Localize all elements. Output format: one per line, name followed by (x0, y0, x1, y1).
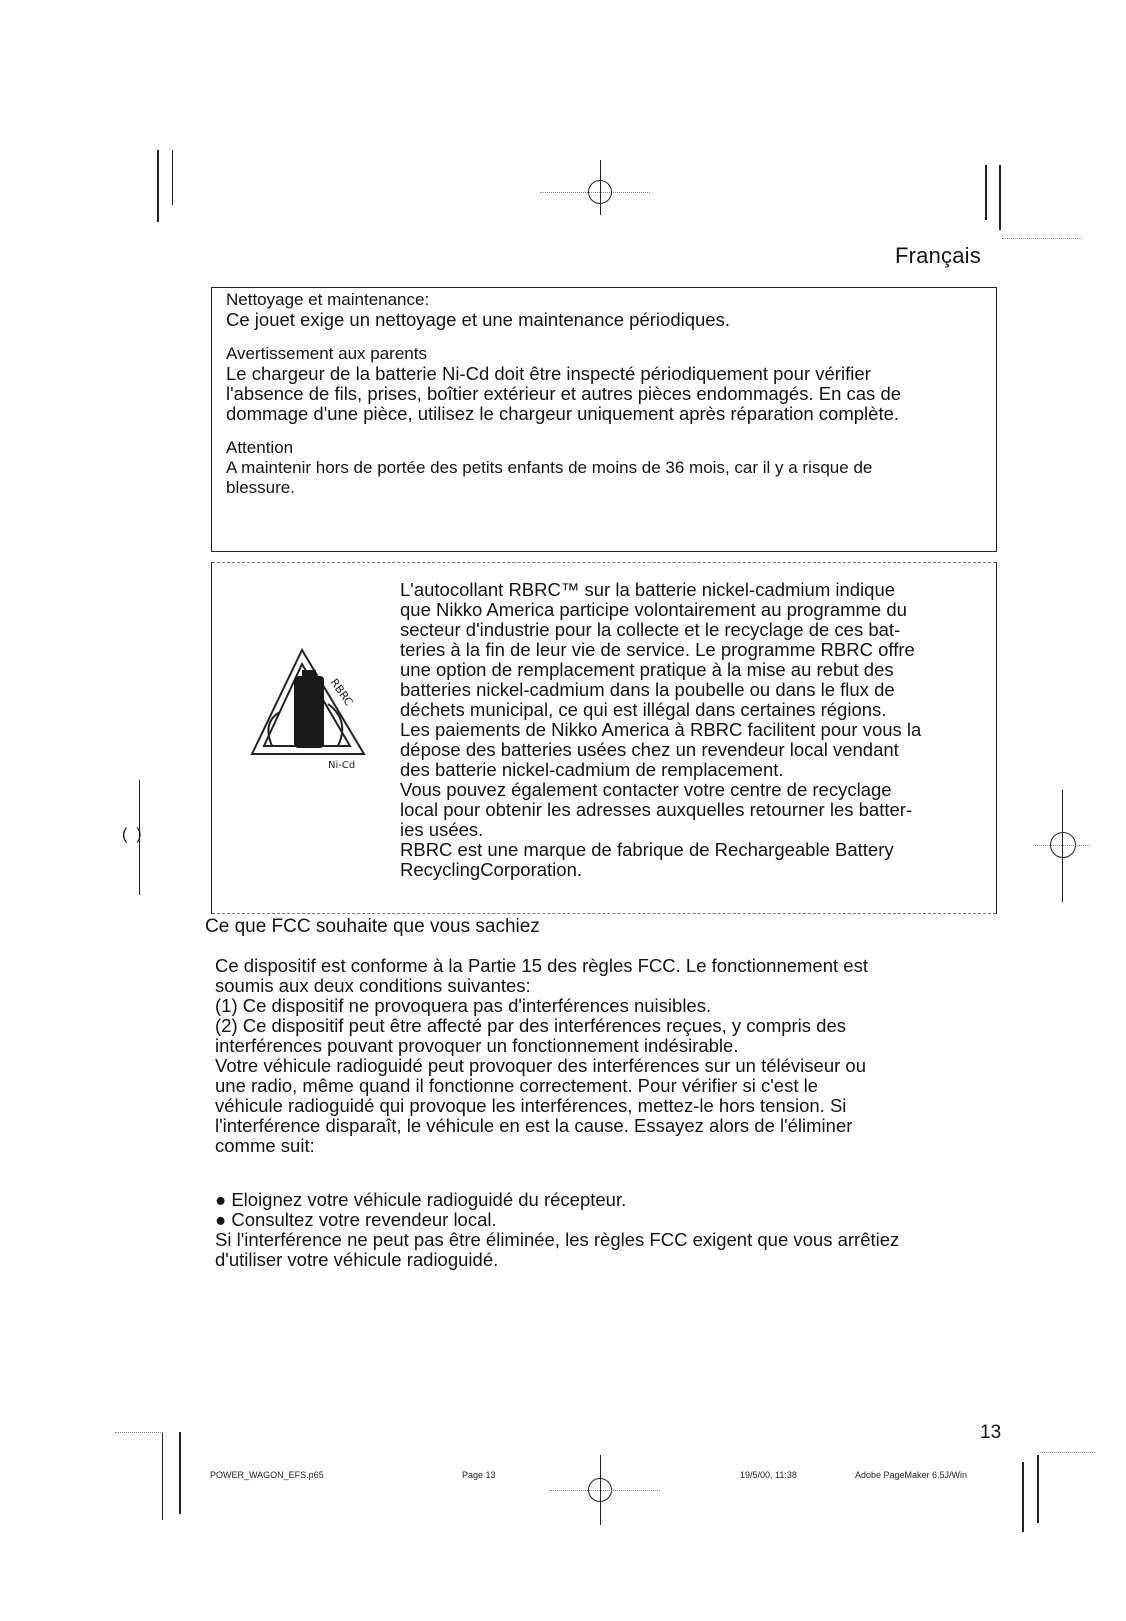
logo-chem-text: Ni-Cd (328, 760, 356, 771)
maintenance-title: Nettoyage et maintenance: (226, 290, 430, 309)
fcc-closing-line: d'utiliser votre véhicule radioguidé. (215, 1249, 499, 1270)
rbrc-line: RecyclingCorporation. (400, 859, 583, 880)
footer-page: Page 13 (462, 1470, 496, 1480)
rbrc-line: L'autocollant RBRC™ sur la batterie nickel-cadmium indique (400, 579, 896, 600)
rbrc-line: secteur d'industrie pour la collecte et le recyclage de ces bat- (400, 619, 901, 640)
rbrc-paragraph (400, 580, 980, 880)
footer-app: Adobe PageMaker 6.5J/Win (855, 1470, 968, 1480)
rbrc-line: teries à la fin de leur vie de service. Le programme RBRC offre (400, 639, 915, 660)
rbrc-box (211, 562, 997, 914)
maintenance-text: Ce jouet exige un nettoyage et une maintenance périodiques. (226, 309, 730, 330)
fcc-bullets (215, 1190, 1005, 1270)
fcc-closing-line: Si l'interférence ne peut pas être éliminée, les règles FCC exigent que vous arrêtiez (215, 1229, 900, 1250)
fcc-line: (2) Ce dispositif peut être affecté par des interférences reçues, y compris des (215, 1015, 847, 1036)
rbrc-line: des batterie nickel-cadmium de remplacement. (400, 759, 784, 780)
fcc-line: l'interférence disparaît, le véhicule en est la cause. Essayez alors de l'éliminer (215, 1115, 853, 1136)
fcc-line: (1) Ce dispositif ne provoquera pas d'interférences nuisibles. (215, 995, 712, 1016)
language-heading: Français (895, 243, 981, 268)
rbrc-line: déchets municipal, ce qui est illégal dans certaines régions. (400, 699, 887, 720)
parents-warning-line: Le chargeur de la batterie Ni-Cd doit être inspecté périodiquement pour vérifier (226, 363, 871, 384)
fcc-line: Votre véhicule radioguidé peut provoquer des interférences sur un téléviseur ou (215, 1055, 866, 1076)
rbrc-line: Vous pouvez également contacter votre centre de recyclage (400, 779, 892, 800)
bullet-item (215, 1210, 1005, 1230)
rbrc-line: ies usées. (400, 819, 484, 840)
footer-filename: POWER_WAGON_EFS.p65 (210, 1470, 324, 1480)
parents-warning-line: l'absence de fils, prises, boîtier extérieur et autres pièces endommagés. En cas de (226, 383, 902, 404)
fcc-line: une radio, même quand il fonctionne correctement. Pour vérifier si c'est le (215, 1075, 819, 1096)
bullet-item (215, 1190, 1005, 1210)
fcc-line: soumis aux deux conditions suivantes: (215, 975, 531, 996)
bracket-glyphs: ( ) (122, 826, 142, 843)
warnings-box (211, 287, 997, 552)
attention-title: Attention (226, 438, 294, 457)
parents-warning-title: Avertissement aux parents (226, 344, 427, 363)
bullet-text: Eloignez votre véhicule radioguidé du récepteur. (231, 1189, 627, 1210)
footer-date: 19/5/00, 11:38 (740, 1470, 797, 1480)
rbrc-line: que Nikko America participe volontairement au programme du (400, 599, 907, 620)
parents-warning-line: dommage d'une pièce, utilisez le chargeur uniquement après réparation complète. (226, 403, 900, 424)
fcc-line: Ce dispositif est conforme à la Partie 15 des règles FCC. Le fonctionnement est (215, 955, 868, 976)
rbrc-recycling-logo-icon (242, 642, 377, 777)
bullet-dot-icon: ● (215, 1189, 232, 1210)
rbrc-line: batteries nickel-cadmium dans la poubelle ou dans le flux de (400, 679, 895, 700)
rbrc-line: RBRC est une marque de fabrique de Rechargeable Battery (400, 839, 894, 860)
logo-brand-text: RBRC (327, 676, 356, 709)
fcc-line: comme suit: (215, 1135, 315, 1156)
fcc-heading: Ce que FCC souhaite que vous sachiez (205, 916, 540, 937)
bullet-dot-icon: ● (215, 1209, 232, 1230)
rbrc-line: local pour obtenir les adresses auxquelles retourner les batter- (400, 799, 913, 820)
page-number: 13 (980, 1422, 1002, 1443)
attention-line: A maintenir hors de portée des petits enfants de moins de 36 mois, car il y a risque de (226, 458, 873, 477)
attention-line: blessure. (226, 478, 295, 497)
bullet-text: Consultez votre revendeur local. (231, 1209, 497, 1230)
rbrc-line: une option de remplacement pratique à la mise au rebut des (400, 659, 894, 680)
fcc-line: interférences pouvant provoquer un fonctionnement indésirable. (215, 1035, 739, 1056)
rbrc-line: dépose des batteries usées chez un revendeur local vendant (400, 739, 899, 760)
fcc-line: véhicule radioguidé qui provoque les interférences, mettez-le hors tension. Si (215, 1095, 847, 1116)
rbrc-line: Les paiements de Nikko America à RBRC facilitent pour vous la (400, 719, 922, 740)
fcc-paragraph (215, 956, 1005, 1156)
